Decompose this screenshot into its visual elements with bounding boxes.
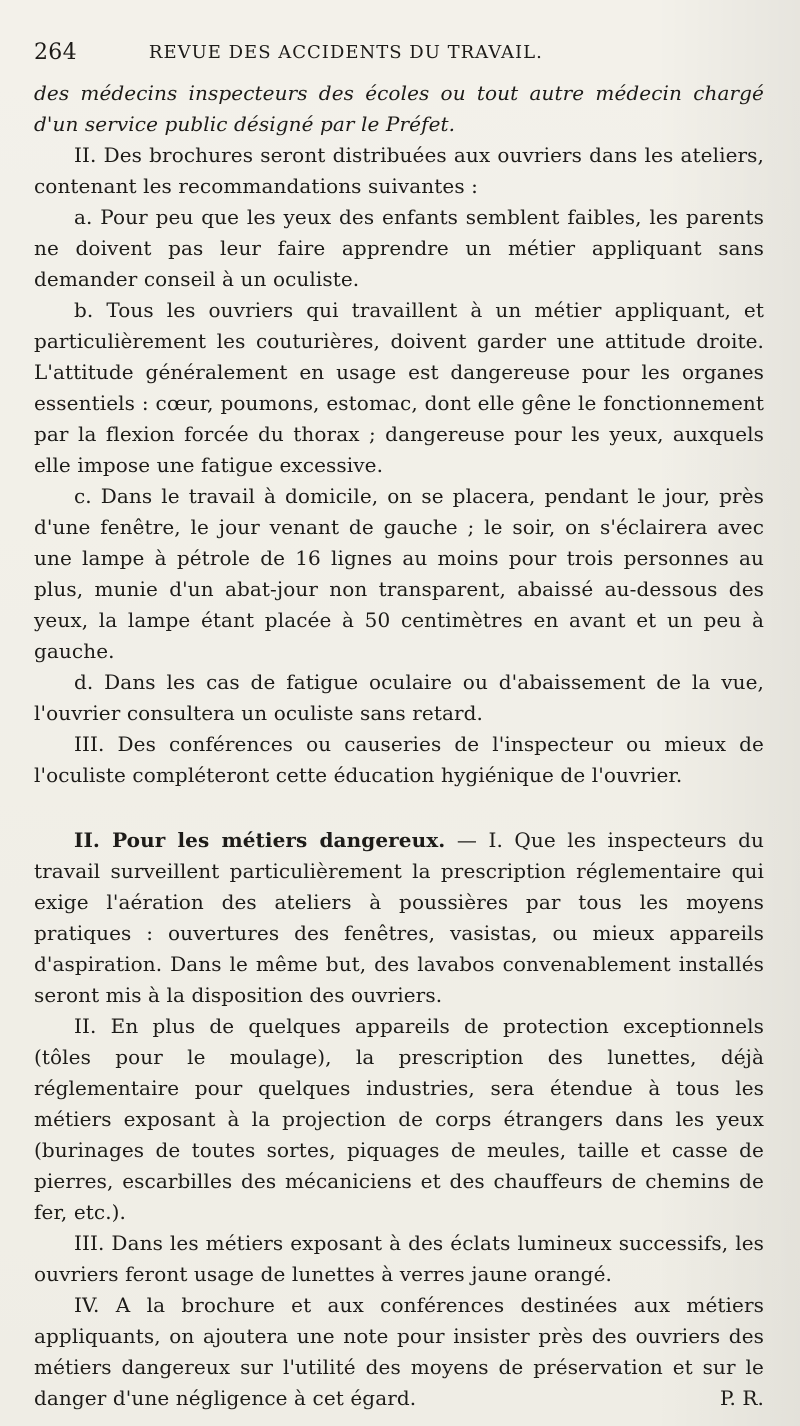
section-gap: [34, 791, 764, 825]
section-ii-heading: II. Pour les métiers dangereux.: [74, 828, 446, 852]
section-i-ii-paragraph: II. Des brochures seront distribuées aux ouvriers dans les ateliers, contenant les recommandations suivantes :: [34, 143, 764, 198]
section-ii-ii-paragraph: II. En plus de quelques appareils de protection exceptionnels (tôles pour le moulage), la prescription des lunettes, déjà réglementaire pour quelques industries, sera étendue à tous les métiers exposant à la projection de corps étrangers dans les yeux (burinages de toutes sortes, piquages de meules, taille et casse de pierres, escarbilles des mécaniciens et des chauffeurs de chemins de fer, etc.).: [34, 1014, 764, 1224]
section-i-a-paragraph: a. Pour peu que les yeux des enfants semblent faibles, les parents ne doivent pas leur faire apprendre un métier appliquant sans demander conseil à un oculiste.: [34, 205, 764, 291]
section-i-c-paragraph: c. Dans le travail à domicile, on se placera, pendant le jour, près d'une fenêtre, le jour venant de gauche ; le soir, on s'éclairera avec une lampe à pétrole de 16 lignes au moins pour trois personnes au plus, munie d'un abat-jour non transparent, abaissé au-dessous des yeux, la lampe étant placée à 50 centimètres en avant et un peu à gauche.: [34, 484, 764, 663]
section-ii-iv-text: IV. A la brochure et aux conférences destinées aux métiers appliquants, on ajoutera une note pour insister près des ouvriers des métiers dangereux sur l'utilité des moyens de préservation et sur le danger d'une négligence à cet égard.: [34, 1293, 764, 1410]
running-title: REVUE DES ACCIDENTS DU TRAVAIL.: [148, 41, 543, 63]
intro-italic-paragraph: des médecins inspecteurs des écoles ou tout autre médecin chargé d'un service public désigné par le Préfet.: [34, 81, 764, 136]
section-ii-i-paragraph: [34, 825, 764, 1011]
signature: P. R.: [719, 1386, 764, 1410]
page-header: [34, 35, 714, 69]
section-ii-iv-paragraph: [34, 1290, 764, 1414]
section-ii-iii-paragraph: III. Dans les métiers exposant à des éclats lumineux successifs, les ouvriers feront usage de lunettes à verres jaune orangé.: [34, 1231, 764, 1286]
section-i-d-paragraph: d. Dans les cas de fatigue oculaire ou d'abaissement de la vue, l'ouvrier consultera un oculiste sans retard.: [34, 670, 764, 725]
page-number: 264: [34, 39, 77, 65]
section-i-b-paragraph: b. Tous les ouvriers qui travaillent à un métier appliquant, et particulièrement les couturières, doivent garder une attitude droite. L'attitude généralement en usage est dangereuse pour les organes essentiels : cœur, poumons, estomac, dont elle gêne le fonctionnement par la flexion forcée du thorax ; dangereuse pour les yeux, auxquels elle impose une fatigue excessive.: [34, 298, 764, 477]
section-ii-i-text: — I. Que les inspecteurs du travail surveillent particulièrement la prescription réglementaire qui exige l'aération des ateliers à poussières par tous les moyens pratiques : ouvertures des fenêtres, vasistas, ou mieux appareils d'aspiration. Dans le même but, des lavabos convenablement installés seront mis à la disposition des ouvriers.: [34, 828, 764, 1007]
body-text: [34, 78, 764, 1414]
section-i-iii-paragraph: III. Des conférences ou causeries de l'inspecteur ou mieux de l'oculiste compléteront cette éducation hygiénique de l'ouvrier.: [34, 732, 764, 787]
